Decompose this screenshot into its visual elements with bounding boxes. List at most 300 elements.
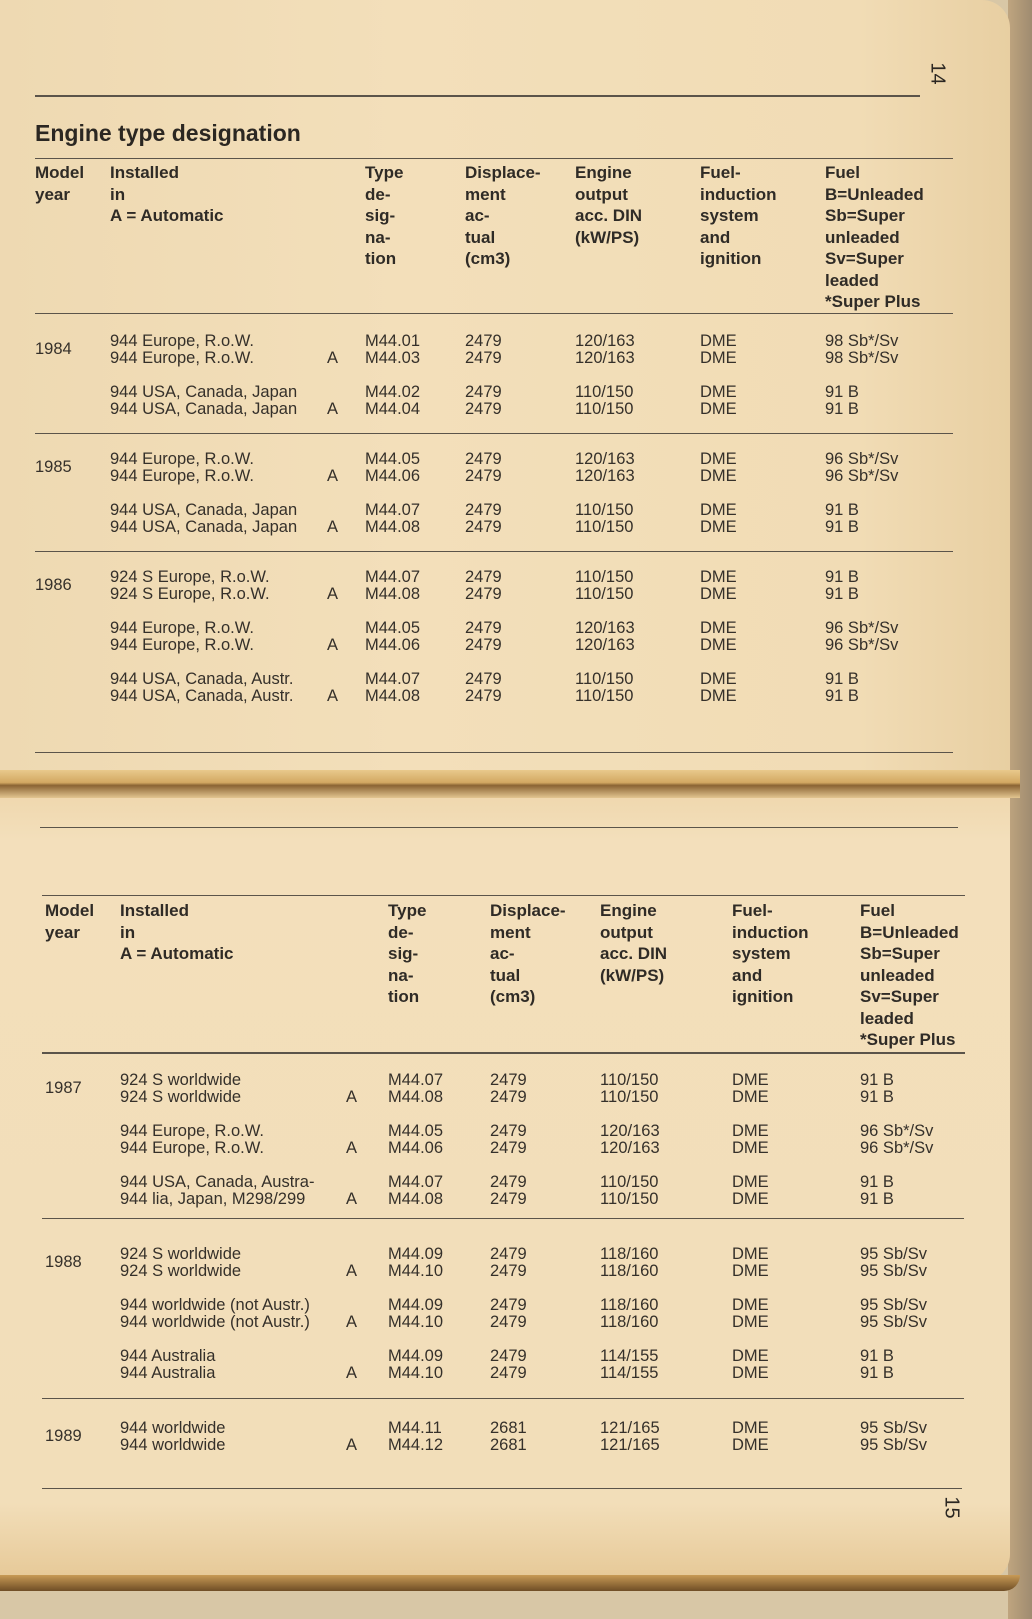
header-line: in bbox=[110, 184, 126, 204]
page-number-top: 14 bbox=[926, 62, 949, 85]
header-line: Type bbox=[365, 163, 404, 182]
cell-installed bbox=[110, 451, 254, 485]
table-row-value: 2479 bbox=[490, 1173, 527, 1191]
table-row-value: DME bbox=[732, 1262, 769, 1280]
table-row-value: 120/163 bbox=[575, 619, 635, 637]
cell-output bbox=[600, 1072, 658, 1106]
cell-disp bbox=[490, 1348, 527, 1382]
table-row-value: 2479 bbox=[490, 1088, 527, 1106]
cell-installed bbox=[110, 569, 270, 603]
cell-auto bbox=[327, 569, 338, 603]
table-row-value: 118/160 bbox=[600, 1313, 659, 1331]
cell-auto bbox=[327, 451, 338, 485]
cell-installed bbox=[110, 620, 254, 654]
table-row-value: 120/163 bbox=[600, 1139, 660, 1157]
table-row-value: M44.05 bbox=[365, 619, 421, 637]
model-year: 1988 bbox=[45, 1253, 82, 1271]
header-line: Fuel bbox=[825, 163, 860, 182]
table-row-value: 96 Sb*/Sv bbox=[860, 1139, 934, 1157]
cell-installed bbox=[110, 502, 297, 536]
header-line: (kW/PS) bbox=[600, 965, 665, 985]
cell-type bbox=[365, 620, 420, 654]
table-row-value: 944 USA, Canada, Japan bbox=[110, 400, 298, 418]
table-row-value: A bbox=[346, 1364, 358, 1382]
table-row-value: DME bbox=[732, 1122, 769, 1140]
table-row-value: M44.06 bbox=[365, 636, 421, 654]
table-row-value: 2479 bbox=[465, 585, 502, 603]
header-line: acc. DIN bbox=[575, 206, 643, 225]
table-row-value: 2479 bbox=[465, 349, 502, 367]
header-line: na- bbox=[365, 227, 391, 247]
table-row-value: 110/150 bbox=[600, 1173, 659, 1191]
header-line: unleaded bbox=[860, 965, 935, 985]
cell-installed bbox=[120, 1420, 225, 1454]
table-row-value: M44.06 bbox=[365, 467, 421, 485]
cell-type bbox=[365, 502, 420, 536]
table-row-value: 2479 bbox=[490, 1347, 527, 1365]
table-row-value: 2479 bbox=[465, 450, 502, 468]
table-row-value: DME bbox=[700, 518, 737, 536]
table-row-value: DME bbox=[732, 1071, 769, 1089]
table-row-value: 2479 bbox=[465, 518, 502, 536]
cell-output bbox=[575, 451, 635, 485]
table-row-value: A bbox=[327, 349, 339, 367]
table-row-value: 944 Europe, R.o.W. bbox=[120, 1122, 264, 1140]
cell-induction bbox=[700, 333, 737, 367]
cell-type bbox=[388, 1420, 443, 1454]
cell-induction bbox=[732, 1174, 769, 1208]
table-row-value: 2479 bbox=[465, 400, 502, 418]
cell-type bbox=[365, 333, 420, 367]
table-row-value: 2479 bbox=[490, 1071, 527, 1089]
table-row-value: 2479 bbox=[490, 1296, 527, 1314]
table-row-value bbox=[327, 620, 338, 637]
table-row-value: M44.02 bbox=[365, 383, 421, 401]
table-row-value: 944 Europe, R.o.W. bbox=[110, 332, 254, 350]
table-row-value: 2479 bbox=[465, 383, 502, 401]
cell-fuel bbox=[860, 1123, 933, 1157]
table-row-value: 2479 bbox=[465, 619, 502, 637]
cell-disp bbox=[490, 1123, 527, 1157]
table-row-value: M44.07 bbox=[388, 1071, 444, 1089]
table-row-value: M44.05 bbox=[365, 450, 421, 468]
cell-type bbox=[388, 1348, 443, 1382]
cell-fuel bbox=[860, 1072, 894, 1106]
cell-type bbox=[388, 1297, 443, 1331]
table-row-value: 944 Australia bbox=[120, 1347, 216, 1365]
table-row-value bbox=[346, 1174, 357, 1191]
table-row-value: 96 Sb*/Sv bbox=[860, 1122, 934, 1140]
table-row-value: DME bbox=[732, 1173, 769, 1191]
top-rule-bottom-page bbox=[40, 827, 958, 828]
table-row-value: M44.08 bbox=[365, 518, 421, 536]
table-row-value: 2479 bbox=[490, 1364, 527, 1382]
table-row-value: 944 worldwide bbox=[120, 1436, 226, 1454]
table-row-value: 110/150 bbox=[575, 687, 634, 705]
table-row-value: 924 S Europe, R.o.W. bbox=[110, 585, 270, 603]
cell-type bbox=[365, 384, 420, 418]
table-row-value: A bbox=[327, 687, 339, 705]
table-row-value bbox=[327, 451, 338, 468]
cell-disp bbox=[465, 502, 502, 536]
header-line: Fuel- bbox=[732, 901, 773, 920]
model-year: 1989 bbox=[45, 1427, 82, 1445]
table-row-value: M44.07 bbox=[388, 1173, 444, 1191]
header-line: Model bbox=[35, 163, 85, 182]
cell-output bbox=[600, 1123, 660, 1157]
header-top-rule bbox=[35, 158, 953, 159]
table-row-value: 91 B bbox=[860, 1347, 894, 1365]
table-row-value: 2479 bbox=[465, 467, 502, 485]
table-row-value: 121/165 bbox=[600, 1436, 660, 1454]
header-line: sig- bbox=[365, 206, 396, 225]
table-row-value: DME bbox=[700, 670, 737, 688]
cell-fuel bbox=[825, 451, 898, 485]
cell-induction bbox=[700, 620, 737, 654]
table-row-value: 2479 bbox=[465, 636, 502, 654]
table-row-value: 96 Sb*/Sv bbox=[825, 636, 899, 654]
table-row-value: 98 Sb*/Sv bbox=[825, 349, 899, 367]
cell-installed bbox=[120, 1072, 241, 1106]
cell-installed bbox=[110, 384, 297, 418]
header-line: A = Automatic bbox=[120, 944, 234, 963]
column-header-model-year bbox=[35, 162, 84, 205]
table-row-value: 120/163 bbox=[575, 450, 635, 468]
table-row-value: 91 B bbox=[825, 687, 859, 705]
table-row-value bbox=[346, 1072, 357, 1089]
cell-induction bbox=[732, 1420, 769, 1454]
cell-output bbox=[575, 671, 633, 705]
table-row-value: 91 B bbox=[825, 670, 859, 688]
cell-fuel bbox=[825, 333, 898, 367]
header-line: ignition bbox=[732, 987, 794, 1006]
table-row-value: DME bbox=[700, 501, 737, 519]
cell-fuel bbox=[825, 502, 859, 536]
cell-output bbox=[600, 1246, 658, 1280]
table-row-value bbox=[346, 1297, 357, 1314]
cell-auto bbox=[346, 1297, 357, 1331]
table-row-value: DME bbox=[732, 1296, 769, 1314]
table-row-value: DME bbox=[700, 450, 737, 468]
table-row-value: 118/160 bbox=[600, 1296, 659, 1314]
table-row-value: 114/155 bbox=[600, 1347, 659, 1365]
table-row-value: DME bbox=[732, 1364, 769, 1382]
header-line: ment bbox=[465, 184, 506, 204]
table-row-value bbox=[327, 671, 338, 688]
table-row-value: A bbox=[327, 636, 339, 654]
header-top-rule-bottom bbox=[42, 895, 965, 896]
header-line: ment bbox=[490, 922, 531, 942]
book-gutter bbox=[0, 770, 1020, 798]
cell-fuel bbox=[860, 1297, 927, 1331]
header-bottom-rule-bottom bbox=[42, 1052, 965, 1054]
table-row-value: 944 Europe, R.o.W. bbox=[110, 467, 254, 485]
cell-type bbox=[388, 1072, 443, 1106]
header-line: Displace- bbox=[465, 163, 541, 182]
table-row-value: DME bbox=[732, 1436, 769, 1454]
cell-induction bbox=[700, 502, 737, 536]
table-row-value: A bbox=[346, 1088, 358, 1106]
cell-disp bbox=[490, 1072, 527, 1106]
table-row-value: 98 Sb*/Sv bbox=[825, 332, 899, 350]
cell-induction bbox=[700, 384, 737, 418]
column-header-displacement bbox=[465, 162, 541, 270]
cell-installed bbox=[120, 1174, 314, 1208]
book-edge bbox=[1008, 0, 1032, 1619]
table-row-value: 2681 bbox=[490, 1436, 527, 1454]
table-row-value: 944 Australia bbox=[120, 1364, 216, 1382]
header-line: year bbox=[35, 184, 70, 204]
header-line: Model bbox=[45, 901, 95, 920]
cell-installed bbox=[120, 1297, 310, 1331]
cell-output bbox=[575, 333, 635, 367]
header-line: Installed bbox=[110, 163, 179, 182]
cell-installed bbox=[120, 1123, 264, 1157]
table-row-value: M44.10 bbox=[388, 1364, 444, 1382]
table-row-value: 944 USA, Canada, Japan bbox=[110, 383, 298, 401]
cell-fuel bbox=[825, 620, 898, 654]
table-row-value: DME bbox=[732, 1190, 769, 1208]
group-divider bbox=[42, 1218, 964, 1219]
header-line: *Super Plus bbox=[825, 292, 921, 311]
cell-auto bbox=[327, 384, 338, 418]
cell-disp bbox=[490, 1174, 527, 1208]
header-line: system bbox=[700, 206, 759, 225]
book-bottom-edge bbox=[0, 1575, 1020, 1591]
cell-auto bbox=[327, 333, 338, 367]
page-number-bottom: 15 bbox=[940, 1496, 963, 1519]
table-row-value: M44.10 bbox=[388, 1262, 444, 1280]
table-row-value: 110/150 bbox=[600, 1088, 659, 1106]
column-header-type-designation bbox=[388, 900, 426, 1008]
cell-auto bbox=[346, 1420, 357, 1454]
model-year: 1986 bbox=[35, 576, 72, 594]
header-line: (cm3) bbox=[465, 249, 511, 268]
table-row-value: 2479 bbox=[465, 568, 502, 586]
table-row-value: DME bbox=[732, 1419, 769, 1437]
cell-disp bbox=[490, 1297, 527, 1331]
header-line: leaded bbox=[825, 270, 879, 290]
header-line: system bbox=[732, 944, 791, 963]
header-line: ac- bbox=[465, 206, 490, 225]
cell-induction bbox=[700, 451, 737, 485]
cell-type bbox=[365, 451, 420, 485]
cell-induction bbox=[732, 1123, 769, 1157]
table-row-value: 924 S worldwide bbox=[120, 1071, 242, 1089]
header-line: Displace- bbox=[490, 901, 566, 920]
table-row-value: DME bbox=[700, 400, 737, 418]
table-row-value bbox=[346, 1348, 357, 1365]
table-row-value: 944 worldwide bbox=[120, 1419, 226, 1437]
table-row-value: 110/150 bbox=[575, 585, 634, 603]
cell-induction bbox=[732, 1246, 769, 1280]
cell-output bbox=[600, 1420, 660, 1454]
table-row-value: M44.01 bbox=[365, 332, 421, 350]
table-row-value: M44.07 bbox=[365, 670, 421, 688]
table-row-value: 2479 bbox=[490, 1139, 527, 1157]
table-row-value: M44.08 bbox=[365, 687, 421, 705]
cell-auto bbox=[346, 1174, 357, 1208]
header-line: tion bbox=[365, 249, 397, 268]
table-row-value: 120/163 bbox=[575, 349, 635, 367]
cell-disp bbox=[465, 451, 502, 485]
table-row-value bbox=[346, 1420, 357, 1437]
table-row-value: 91 B bbox=[860, 1364, 894, 1382]
column-header-model-year bbox=[45, 900, 94, 943]
table-row-value: 91 B bbox=[825, 585, 859, 603]
table-row-value bbox=[346, 1123, 357, 1140]
table-row-value: 944 USA, Canada, Austr. bbox=[110, 687, 294, 705]
table-row-value bbox=[327, 569, 338, 586]
cell-fuel bbox=[860, 1174, 894, 1208]
header-line: B=Unleaded bbox=[825, 184, 924, 204]
table-row-value: DME bbox=[700, 383, 737, 401]
table-row-value: M44.08 bbox=[388, 1088, 444, 1106]
table-row-value: DME bbox=[700, 349, 737, 367]
page-title: Engine type designation bbox=[35, 120, 301, 146]
table-row-value: 120/163 bbox=[600, 1122, 660, 1140]
table-row-value: 121/165 bbox=[600, 1419, 660, 1437]
cell-auto bbox=[327, 671, 338, 705]
table-row-value: 2479 bbox=[490, 1122, 527, 1140]
table-row-value: DME bbox=[732, 1347, 769, 1365]
header-line: Sb=Super bbox=[860, 944, 940, 963]
table-row-value: M44.09 bbox=[388, 1347, 444, 1365]
table-row-value: 91 B bbox=[825, 568, 859, 586]
table-row-value bbox=[327, 384, 338, 401]
cell-disp bbox=[465, 671, 502, 705]
header-line: and bbox=[700, 227, 731, 247]
table-row-value: 95 Sb/Sv bbox=[860, 1419, 927, 1437]
cell-disp bbox=[465, 620, 502, 654]
header-line: induction bbox=[732, 922, 809, 942]
table-row-value: 2479 bbox=[490, 1262, 527, 1280]
group-divider bbox=[42, 1398, 964, 1399]
table-row-value: M44.09 bbox=[388, 1296, 444, 1314]
table-row-value: DME bbox=[700, 636, 737, 654]
column-header-fuel bbox=[825, 162, 924, 313]
table-row-value: 118/160 bbox=[600, 1262, 659, 1280]
table-row-value: 120/163 bbox=[575, 636, 635, 654]
cell-induction bbox=[700, 569, 737, 603]
header-line: Type bbox=[388, 901, 427, 920]
table-row-value: M44.10 bbox=[388, 1313, 444, 1331]
cell-output bbox=[575, 569, 633, 603]
table-row-value: A bbox=[327, 400, 339, 418]
cell-auto bbox=[327, 620, 338, 654]
table-row-value: 110/150 bbox=[600, 1190, 659, 1208]
table-row-value: 944 Europe, R.o.W. bbox=[110, 619, 254, 637]
table-row-value: 924 S worldwide bbox=[120, 1262, 242, 1280]
header-line: in bbox=[120, 922, 136, 942]
column-header-engine-output bbox=[600, 900, 667, 986]
table-row-value bbox=[327, 333, 338, 350]
table-row-value: 96 Sb*/Sv bbox=[825, 619, 899, 637]
header-line: A = Automatic bbox=[110, 206, 224, 225]
table-row-value: 95 Sb/Sv bbox=[860, 1313, 927, 1331]
table-row-value: DME bbox=[732, 1139, 769, 1157]
table-row-value bbox=[327, 502, 338, 519]
group-divider bbox=[35, 551, 953, 552]
header-line: de- bbox=[365, 184, 391, 204]
column-header-fuel-induction bbox=[700, 162, 776, 270]
table-row-value: A bbox=[327, 518, 339, 536]
cell-output bbox=[575, 384, 633, 418]
header-line: B=Unleaded bbox=[860, 922, 959, 942]
cell-installed bbox=[120, 1348, 215, 1382]
cell-type bbox=[388, 1123, 443, 1157]
cell-fuel bbox=[860, 1348, 894, 1382]
table-row-value: 110/150 bbox=[575, 568, 634, 586]
cell-induction bbox=[732, 1297, 769, 1331]
table-row-value: 110/150 bbox=[575, 383, 634, 401]
cell-disp bbox=[490, 1420, 527, 1454]
table-row-value: 91 B bbox=[860, 1173, 894, 1191]
cell-installed bbox=[120, 1246, 241, 1280]
cell-installed bbox=[110, 671, 293, 705]
table-row-value: 91 B bbox=[825, 400, 859, 418]
header-line: (cm3) bbox=[490, 987, 536, 1006]
table-row-value: 944 Europe, R.o.W. bbox=[110, 349, 254, 367]
table-row-value: 2479 bbox=[465, 332, 502, 350]
header-line: output bbox=[600, 922, 653, 942]
cell-auto bbox=[346, 1348, 357, 1382]
table-row-value: 2479 bbox=[490, 1190, 527, 1208]
header-line: and bbox=[732, 965, 763, 985]
table-row-value: 110/150 bbox=[575, 501, 634, 519]
table-row-value: 924 S Europe, R.o.W. bbox=[110, 568, 270, 586]
table-row-value: 944 USA, Canada, Japan bbox=[110, 518, 298, 536]
column-header-fuel-induction bbox=[732, 900, 808, 1008]
table-row-value: 95 Sb/Sv bbox=[860, 1245, 927, 1263]
table-row-value: DME bbox=[700, 687, 737, 705]
table-row-value: 114/155 bbox=[600, 1364, 659, 1382]
cell-fuel bbox=[825, 384, 859, 418]
table-row-value: 118/160 bbox=[600, 1245, 659, 1263]
table-row-value: M44.04 bbox=[365, 400, 421, 418]
header-line: na- bbox=[388, 965, 414, 985]
cell-auto bbox=[346, 1246, 357, 1280]
table-row-value: M44.08 bbox=[365, 585, 421, 603]
table-row-value: 91 B bbox=[860, 1088, 894, 1106]
table-row-value: 96 Sb*/Sv bbox=[825, 450, 899, 468]
table-row-value: 944 Europe, R.o.W. bbox=[110, 636, 254, 654]
table-row-value: DME bbox=[700, 585, 737, 603]
cell-fuel bbox=[860, 1246, 927, 1280]
table-row-value: M44.09 bbox=[388, 1245, 444, 1263]
header-line: (kW/PS) bbox=[575, 227, 640, 247]
header-line: Engine bbox=[600, 901, 657, 920]
column-header-engine-output bbox=[575, 162, 642, 248]
table-row-value: 110/150 bbox=[575, 400, 634, 418]
table-row-value: A bbox=[346, 1190, 358, 1208]
table-row-value: 944 USA, Canada, Austr. bbox=[110, 670, 294, 688]
cell-disp bbox=[465, 384, 502, 418]
table-row-value: 944 worldwide (not Austr.) bbox=[120, 1296, 310, 1314]
table-row-value: M44.06 bbox=[388, 1139, 444, 1157]
table-row-value bbox=[346, 1246, 357, 1263]
header-line: ignition bbox=[700, 249, 762, 268]
top-rule bbox=[35, 95, 920, 97]
table-end-rule bbox=[35, 752, 953, 753]
model-year: 1984 bbox=[35, 340, 72, 358]
header-line: year bbox=[45, 922, 80, 942]
header-line: Fuel bbox=[860, 901, 895, 920]
cell-type bbox=[365, 569, 420, 603]
cell-induction bbox=[732, 1348, 769, 1382]
table-row-value: DME bbox=[700, 332, 737, 350]
table-row-value: 944 Europe, R.o.W. bbox=[120, 1139, 264, 1157]
